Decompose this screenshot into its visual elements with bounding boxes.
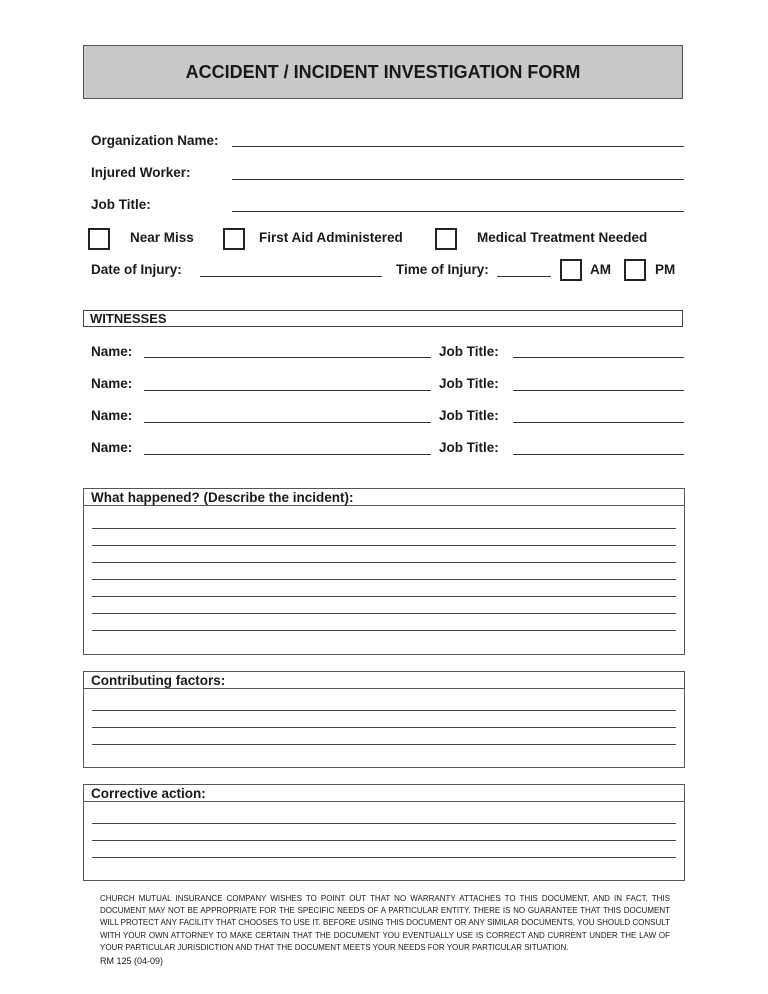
writing-line bbox=[92, 710, 676, 711]
organization-label: Organization Name: bbox=[91, 133, 219, 148]
writing-line bbox=[92, 727, 676, 728]
writing-line bbox=[92, 840, 676, 841]
what-happened-title: What happened? (Describe the incident): bbox=[91, 490, 354, 505]
near-miss-label: Near Miss bbox=[130, 230, 194, 245]
witness-job-label: Job Title: bbox=[439, 408, 499, 423]
witness-job-label: Job Title: bbox=[439, 376, 499, 391]
writing-line bbox=[92, 857, 676, 858]
witness-name-field[interactable] bbox=[144, 422, 431, 423]
date-of-injury-label: Date of Injury: bbox=[91, 262, 182, 277]
am-checkbox[interactable] bbox=[560, 259, 582, 281]
corrective-action-title: Corrective action: bbox=[91, 786, 206, 801]
time-of-injury-label: Time of Injury: bbox=[396, 262, 489, 277]
witness-job-label: Job Title: bbox=[439, 440, 499, 455]
witness-name-label: Name: bbox=[91, 344, 133, 359]
writing-line bbox=[92, 823, 676, 824]
writing-line bbox=[92, 579, 676, 580]
witness-name-label: Name: bbox=[91, 408, 133, 423]
witness-name-label: Name: bbox=[91, 440, 133, 455]
pm-checkbox[interactable] bbox=[624, 259, 646, 281]
witnesses-heading: WITNESSES bbox=[83, 310, 683, 327]
injured-worker-field[interactable] bbox=[232, 179, 684, 180]
witness-job-field[interactable] bbox=[513, 357, 684, 358]
writing-line bbox=[92, 630, 676, 631]
contributing-factors-title: Contributing factors: bbox=[91, 673, 226, 688]
contributing-factors-box[interactable] bbox=[83, 671, 685, 768]
form-title: ACCIDENT / INCIDENT INVESTIGATION FORM bbox=[83, 45, 683, 99]
writing-line bbox=[92, 744, 676, 745]
am-label: AM bbox=[590, 262, 611, 277]
injured-worker-label: Injured Worker: bbox=[91, 165, 191, 180]
job-title-label: Job Title: bbox=[91, 197, 151, 212]
medical-treatment-checkbox[interactable] bbox=[435, 228, 457, 250]
writing-line bbox=[92, 562, 676, 563]
near-miss-checkbox[interactable] bbox=[88, 228, 110, 250]
disclaimer-text: CHURCH MUTUAL INSURANCE COMPANY WISHES TO POINT OUT THAT NO WARRANTY ATTACHES TO THIS DOCUMENT, AND IN FACT, THIS DOCUMENT MAY NOT BE APPROPRIATE FOR THE SPECIFIC NEEDS OF A PARTICULAR ENTITY. THERE IS NO GUARANTEE THAT THIS DOCUMENT WILL PROTECT ANY FACILITY THAT CHOOSES TO USE IT. BEFORE USING THIS DOCUMENT OR ANY SIMILAR DOCUMENTS, YOU SHOULD CONSULT WITH YOUR OWN ATTORNEY TO MAKE CERTAIN THAT THE DOCUMENT YOU EVENTUALLY USE IS CORRECT AND CURRENT UNDER THE LAW OF YOUR PARTICULAR JURISDICTION AND THAT THE DOCUMENT MEETS YOUR NEEDS FOR YOUR PARTICULAR SITUATION. bbox=[100, 894, 670, 952]
writing-line bbox=[92, 613, 676, 614]
pm-label: PM bbox=[655, 262, 676, 277]
divider bbox=[84, 505, 684, 506]
witness-name-field[interactable] bbox=[144, 454, 431, 455]
what-happened-box[interactable] bbox=[83, 488, 685, 655]
witness-name-field[interactable] bbox=[144, 357, 431, 358]
witness-job-field[interactable] bbox=[513, 454, 684, 455]
time-of-injury-field[interactable] bbox=[497, 276, 551, 277]
witness-job-field[interactable] bbox=[513, 390, 684, 391]
writing-line bbox=[92, 545, 676, 546]
first-aid-checkbox[interactable] bbox=[223, 228, 245, 250]
form-code: RM 125 (04-09) bbox=[100, 956, 164, 966]
witness-name-label: Name: bbox=[91, 376, 133, 391]
divider bbox=[84, 688, 684, 689]
writing-line bbox=[92, 528, 676, 529]
corrective-action-box[interactable] bbox=[83, 784, 685, 881]
date-of-injury-field[interactable] bbox=[200, 276, 382, 277]
divider bbox=[84, 801, 684, 802]
witness-job-field[interactable] bbox=[513, 422, 684, 423]
organization-field[interactable] bbox=[232, 146, 684, 147]
job-title-field[interactable] bbox=[232, 211, 684, 212]
medical-treatment-label: Medical Treatment Needed bbox=[477, 230, 648, 245]
witness-name-field[interactable] bbox=[144, 390, 431, 391]
first-aid-label: First Aid Administered bbox=[259, 230, 403, 245]
witness-job-label: Job Title: bbox=[439, 344, 499, 359]
writing-line bbox=[92, 596, 676, 597]
